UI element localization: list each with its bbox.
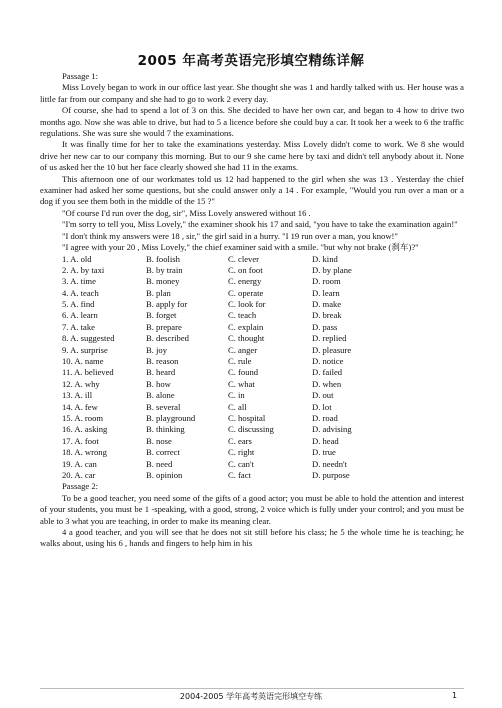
option-row [40,413,464,424]
option-choice: 18. A. wrong [62,447,107,458]
option-choice: 5. A. find [62,299,95,310]
option-choice: C. what [228,378,255,389]
option-row [40,288,464,299]
footer-text: 2004-2005 学年高考英语完形填空专练 [179,692,323,701]
option-choice: C. teach [228,310,257,321]
document-body [40,71,464,550]
option-choice: D. make [312,299,342,310]
option-row [40,459,464,470]
option-choice: 4. A. teach [62,287,99,298]
option-choice: B. how [146,378,171,389]
option-choice: D. pass [312,321,338,332]
option-choice: B. foolish [146,253,180,264]
option-choice: D. learn [312,287,340,298]
option-row [40,299,464,310]
option-choice: 6. A. learn [62,310,98,321]
option-choice: C. can't [228,458,254,469]
option-choice: 15. A. room [62,412,104,423]
option-choice: B. plan [146,287,171,298]
option-choice: B. heard [146,367,176,378]
option-choice: D. by plane [312,264,352,275]
option-choice: B. alone [146,390,175,401]
option-choice: B. reason [146,356,179,367]
passage1-paragraph: It was finally time for her to take the examinations yesterday. Miss Lovely didn't come to work. We 8 she would drive her new car to our company this morning. But to our 9 she came here by taxi and didn't tell anybody about it. None of us asked her the 10 but her face clearly showed she had 11 in the exams. [40,139,464,173]
answer-options [40,254,464,482]
option-choice: C. on foot [228,264,263,275]
option-choice: 3. A. time [62,276,96,287]
passage1-paragraph: "I'm sorry to tell you, Miss Lovely," the examiner shook his 17 and said, "you have to take the examination again!" [62,219,458,230]
option-choice: D. out [312,390,334,401]
passage1-label: Passage 1: [62,71,99,81]
option-choice: 12. A. why [62,378,100,389]
option-row [40,379,464,390]
option-choice: C. thought [228,333,265,344]
option-choice: D. head [312,435,339,446]
option-choice: 17. A. foot [62,435,99,446]
option-choice: C. right [228,447,255,458]
option-choice: C. all [228,401,247,412]
option-choice: 2. A. by taxi [62,264,105,275]
option-choice: D. purpose [312,469,350,480]
passage2-paragraph: 4 a good teacher, and you will see that he does not sit still before his class; he 5 the whole time he is teaching; he walks about, using his 6 , hands and fingers to help him in his [40,526,464,549]
option-choice: D. failed [312,367,343,378]
option-choice: C. in [228,390,245,401]
option-choice: B. opinion [146,469,183,480]
passage1-paragraph: "I don't think my answers were 18 , sir," the girl said in a hurry. "I 19 run over a man, you know!" [62,230,398,241]
passage1-paragraph: Of course, she had to spend a lot of 3 on this. She decided to have her own car, and began to 4 how to drive two months ago. Now she was able to drive, but had to 5 a licence before she could buy a car. It took her a week to 6 the traffic regulations. She was sure she would 7 the examinations. [40,105,464,139]
passage1-paragraph: This afternoon one of our workmates told us 12 had happened to the girl when she was 13 . Yesterday the chief examiner had asked her some questions, but she could answer only a 14 . For example, "Would you run over a man or a dog if you see them both in the middle of the 15 ?" [40,173,464,207]
option-choice: B. money [146,276,180,287]
option-choice: 9. A. surprise [62,344,108,355]
option-choice: B. prepare [146,321,182,332]
option-choice: C. fact [228,469,251,480]
option-choice: 7. A. take [62,321,95,332]
option-choice: C. energy [228,276,262,287]
option-choice: D. advising [312,424,352,435]
option-choice: D. kind [312,253,338,264]
option-choice: 11. A. believed [62,367,114,378]
option-choice: 8. A. suggested [62,333,115,344]
option-choice: B. joy [146,344,168,355]
page-title: 2005 年高考英语完形填空精练详解 [137,53,365,69]
option-row [40,367,464,378]
option-choice: 19. A. can [62,458,97,469]
option-choice: 20. A. car [62,469,96,480]
option-choice: D. notice [312,356,344,367]
option-choice: B. playground [146,412,196,423]
option-row [40,436,464,447]
option-choice: D. when [312,378,342,389]
option-choice: D. lot [312,401,332,412]
option-choice: C. ears [228,435,252,446]
option-row [40,345,464,356]
option-choice: C. hospital [228,412,266,423]
option-choice: C. look for [228,299,266,310]
option-row [40,322,464,333]
option-choice: C. anger [228,344,258,355]
passage2-paragraph: To be a good teacher, you need some of the gifts of a good actor; you must be able to hold the attention and interest of your students, you must be 1 -speaking, with a good, strong, 2 voice which is fully under your control; and you must be able to 3 what you are teaching, in order to make its meaning clear. [40,492,464,526]
passage1-paragraph: "Of course I'd run over the dog, sir", Miss Lovely answered without 16 . [62,207,311,218]
option-row [40,276,464,287]
option-row [40,265,464,276]
option-row [40,447,464,458]
passage1-paragraph: "I agree with your 20 , Miss Lovely," the chief examiner said with a smile. "but why not brake (刹车)?" [62,242,419,253]
option-choice: B. described [146,333,189,344]
option-choice: 13. A. ill [62,390,93,401]
page-number: 1 [452,691,458,700]
option-choice: B. correct [146,447,180,458]
option-choice: B. several [146,401,181,412]
option-choice: B. by train [146,264,183,275]
option-row [40,402,464,413]
passage2-label: Passage 2: [62,481,99,492]
option-choice: C. clever [228,253,260,264]
option-choice: 14. A. few [62,401,98,412]
option-row [40,333,464,344]
option-choice: B. nose [146,435,172,446]
passage1-paragraph: Miss Lovely began to work in our office last year. She thought she was 1 and hardly talked with us. Her house was a little far from our company and she had to go to work 2 every day. [40,82,464,104]
option-choice: 16. A. asking [62,424,108,435]
option-choice: D. pleasure [312,344,352,355]
option-choice: D. break [312,310,342,321]
option-row [40,424,464,435]
option-choice: D. room [312,276,341,287]
option-choice: C. rule [228,356,252,367]
footer-rule [40,688,464,689]
option-choice: D. needn't [312,458,347,469]
option-choice: B. forget [146,310,177,321]
option-row [40,356,464,367]
option-row [40,470,464,481]
option-choice: D. replied [312,333,347,344]
option-row [40,254,464,265]
option-choice: 10. A. name [62,356,104,367]
option-choice: B. apply for [146,299,188,310]
option-choice: C. discussing [228,424,274,435]
option-choice: C. explain [228,321,264,332]
option-row [40,390,464,401]
option-choice: C. operate [228,287,264,298]
option-choice: C. found [228,367,259,378]
option-choice: D. true [312,447,336,458]
option-choice: B. thinking [146,424,185,435]
option-choice: B. need [146,458,173,469]
option-choice: 1. A. old [62,253,92,264]
option-choice: D. road [312,412,338,423]
option-row [40,310,464,321]
